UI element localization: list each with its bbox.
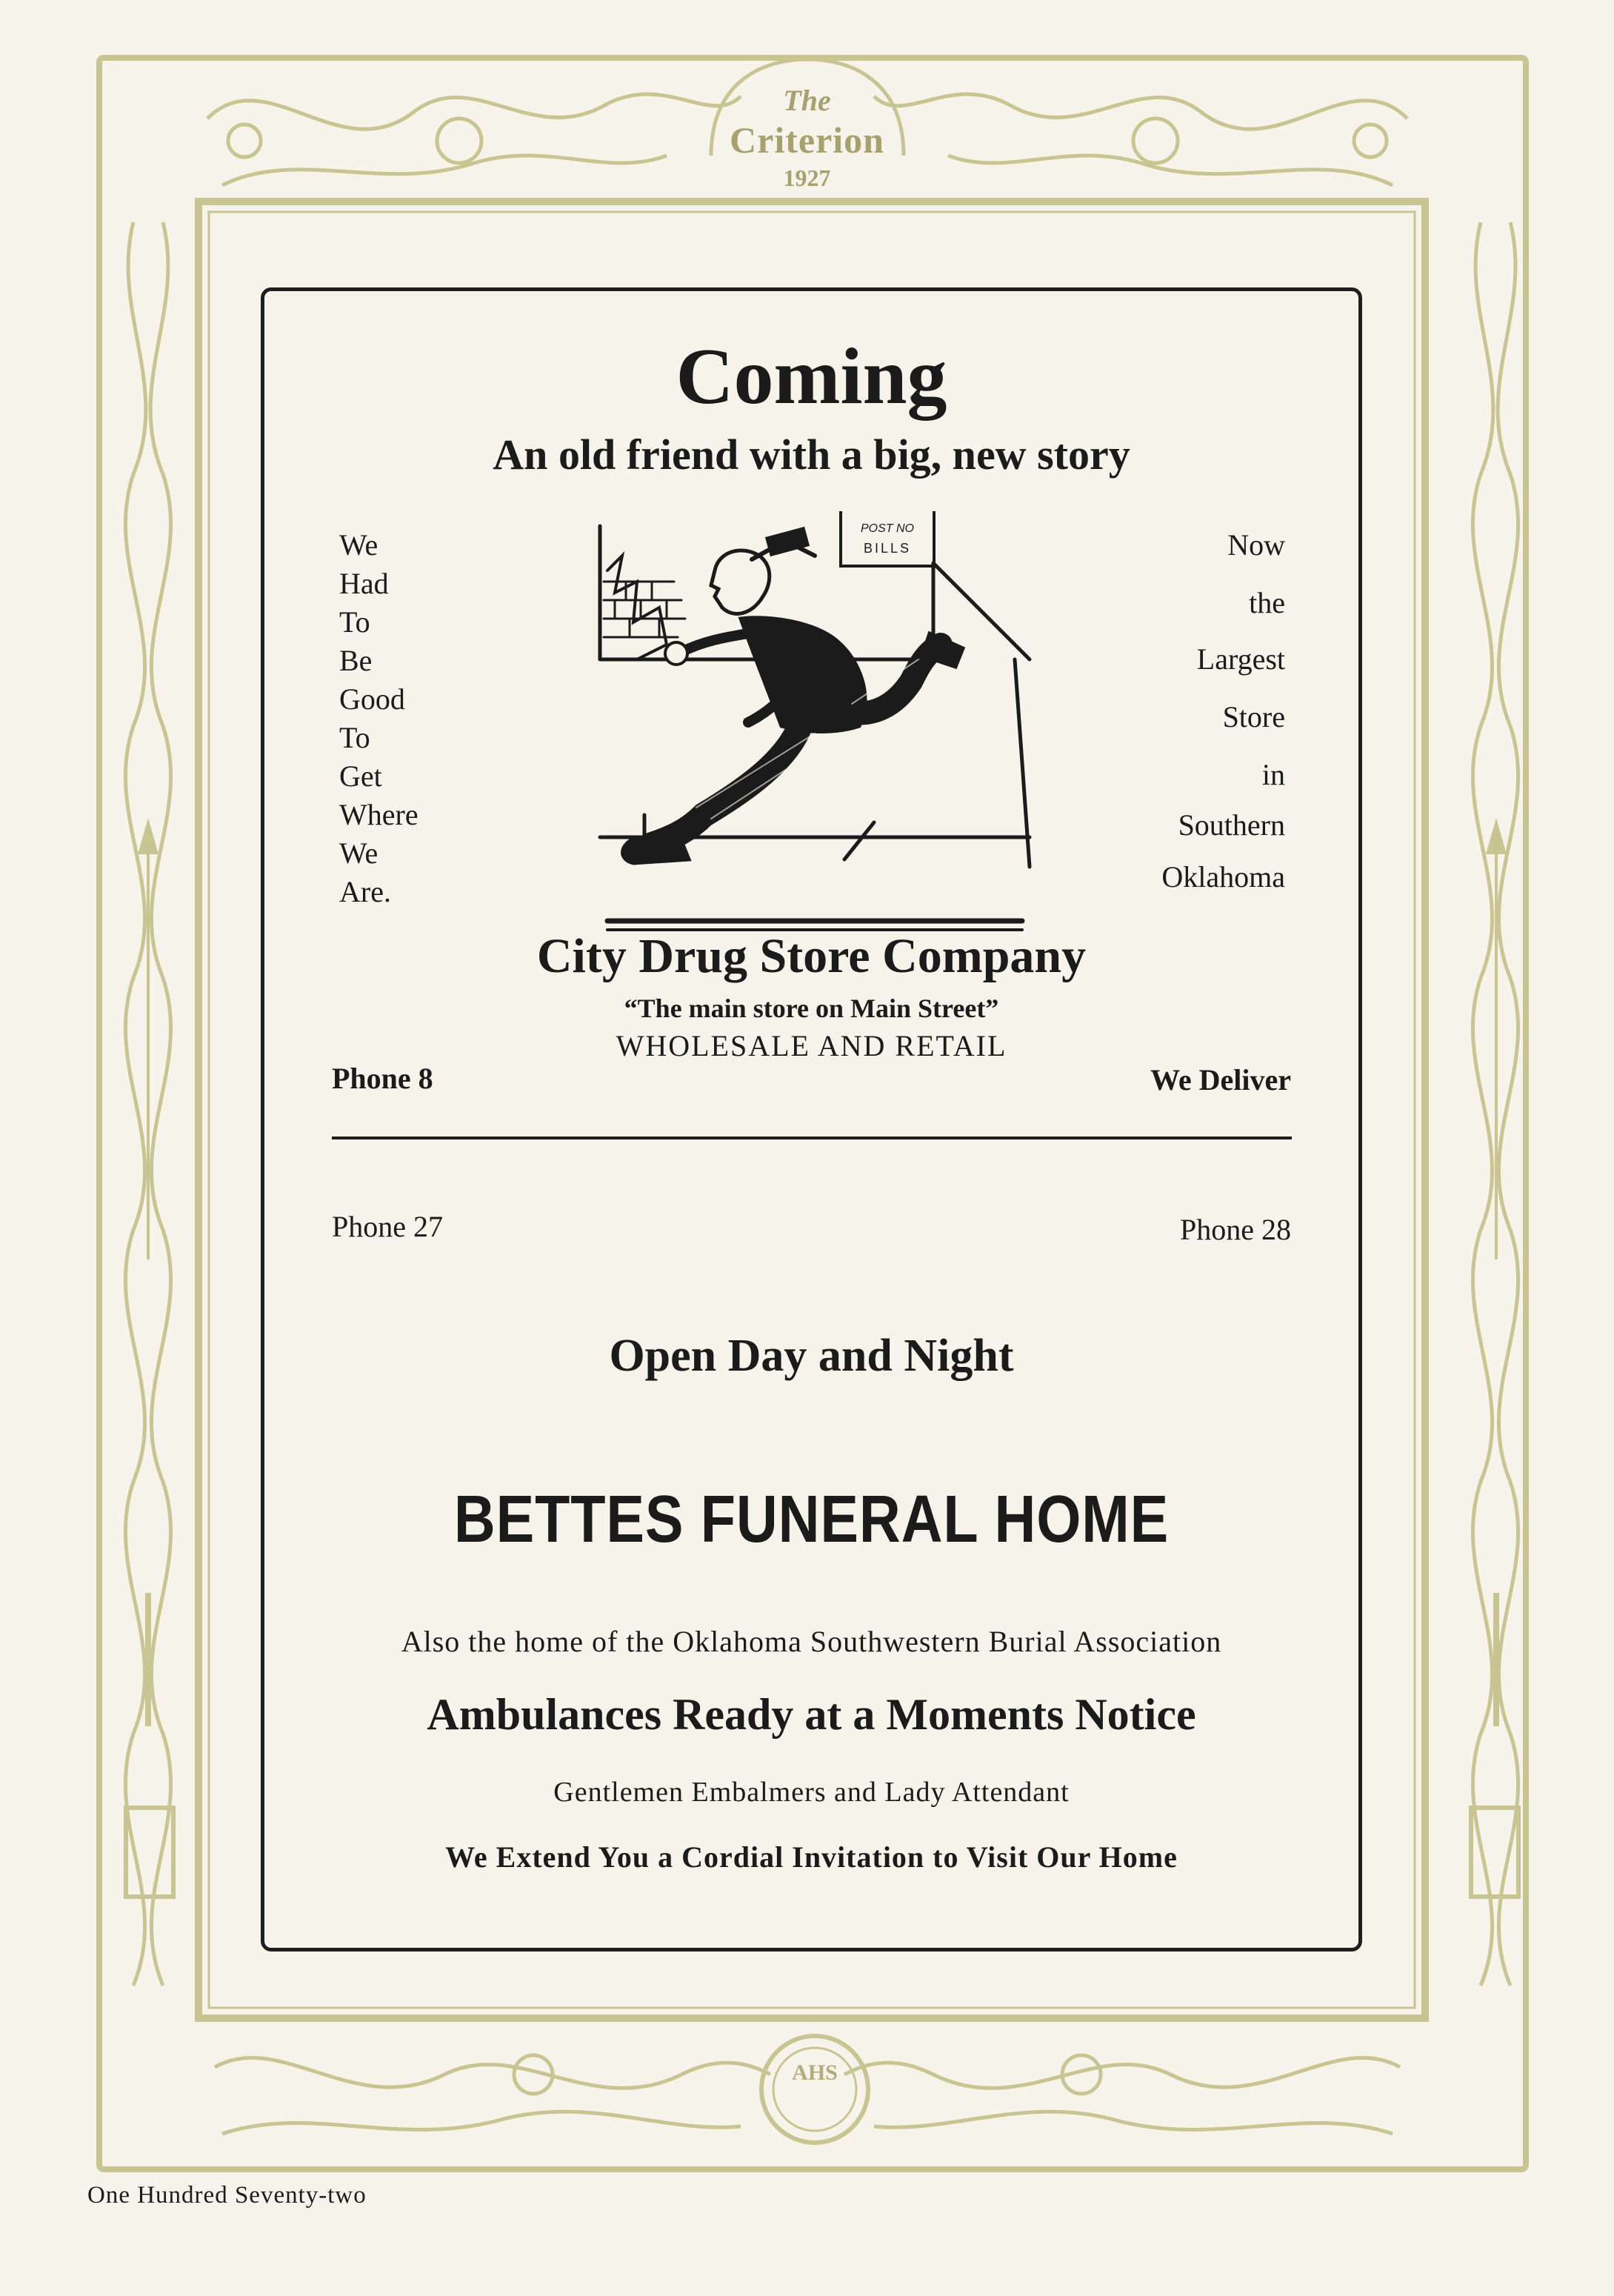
drug-ad-left-column <box>339 526 418 911</box>
seal-text: AHS <box>792 2060 838 2085</box>
header-year: 1927 <box>783 164 831 191</box>
left-word: We <box>339 528 379 562</box>
drug-phone: Phone 8 <box>332 1062 433 1095</box>
right-word: Oklahoma <box>1161 860 1285 894</box>
running-man-illustration <box>593 511 1037 934</box>
left-word: To <box>339 605 370 639</box>
poster-line-1: POST NO <box>860 522 915 535</box>
funeral-association: Also the home of the Oklahoma Southwestern Burial Association <box>401 1625 1222 1658</box>
funeral-phone-right: Phone 28 <box>1180 1213 1291 1246</box>
drug-company-motto: “The main store on Main Street” <box>624 994 999 1023</box>
left-word: Where <box>339 798 418 831</box>
right-word: Store <box>1222 700 1285 733</box>
funeral-phone-left: Phone 27 <box>332 1210 443 1243</box>
left-word: Be <box>339 644 373 677</box>
right-word: Largest <box>1196 642 1285 676</box>
drug-delivery: We Deliver <box>1150 1063 1291 1097</box>
right-word: Now <box>1227 528 1285 562</box>
ad-divider <box>332 1137 1292 1139</box>
left-word: Good <box>339 682 405 716</box>
funeral-staff: Gentlemen Embalmers and Lady Attendant <box>553 1777 1070 1808</box>
drug-company-name: City Drug Store Company <box>536 929 1087 983</box>
right-word: in <box>1261 758 1285 791</box>
left-word: Had <box>339 567 389 600</box>
header-the: The <box>783 84 831 117</box>
drug-ad-subheading: An old friend with a big, new story <box>493 430 1130 479</box>
right-word: the <box>1249 586 1285 619</box>
left-word: To <box>339 721 370 754</box>
right-word: Southern <box>1178 808 1285 842</box>
left-word: We <box>339 836 379 870</box>
drug-wholesale-retail: WHOLESALE AND RETAIL <box>616 1029 1007 1062</box>
drug-ad-heading: Coming <box>676 333 947 421</box>
funeral-ambulance: Ambulances Ready at a Moments Notice <box>427 1690 1196 1739</box>
poster-line-2: BILLS <box>863 541 912 556</box>
funeral-hours: Open Day and Night <box>609 1331 1014 1381</box>
left-word: Get <box>339 759 382 793</box>
header-title: Criterion <box>730 119 884 161</box>
page-number: One Hundred Seventy-two <box>87 2182 367 2209</box>
funeral-invitation: We Extend You a Cordial Invitation to Visit Our Home <box>445 1840 1178 1874</box>
funeral-home-name: BETTES FUNERAL HOME <box>453 1483 1170 1557</box>
left-word: Are. <box>339 875 391 908</box>
